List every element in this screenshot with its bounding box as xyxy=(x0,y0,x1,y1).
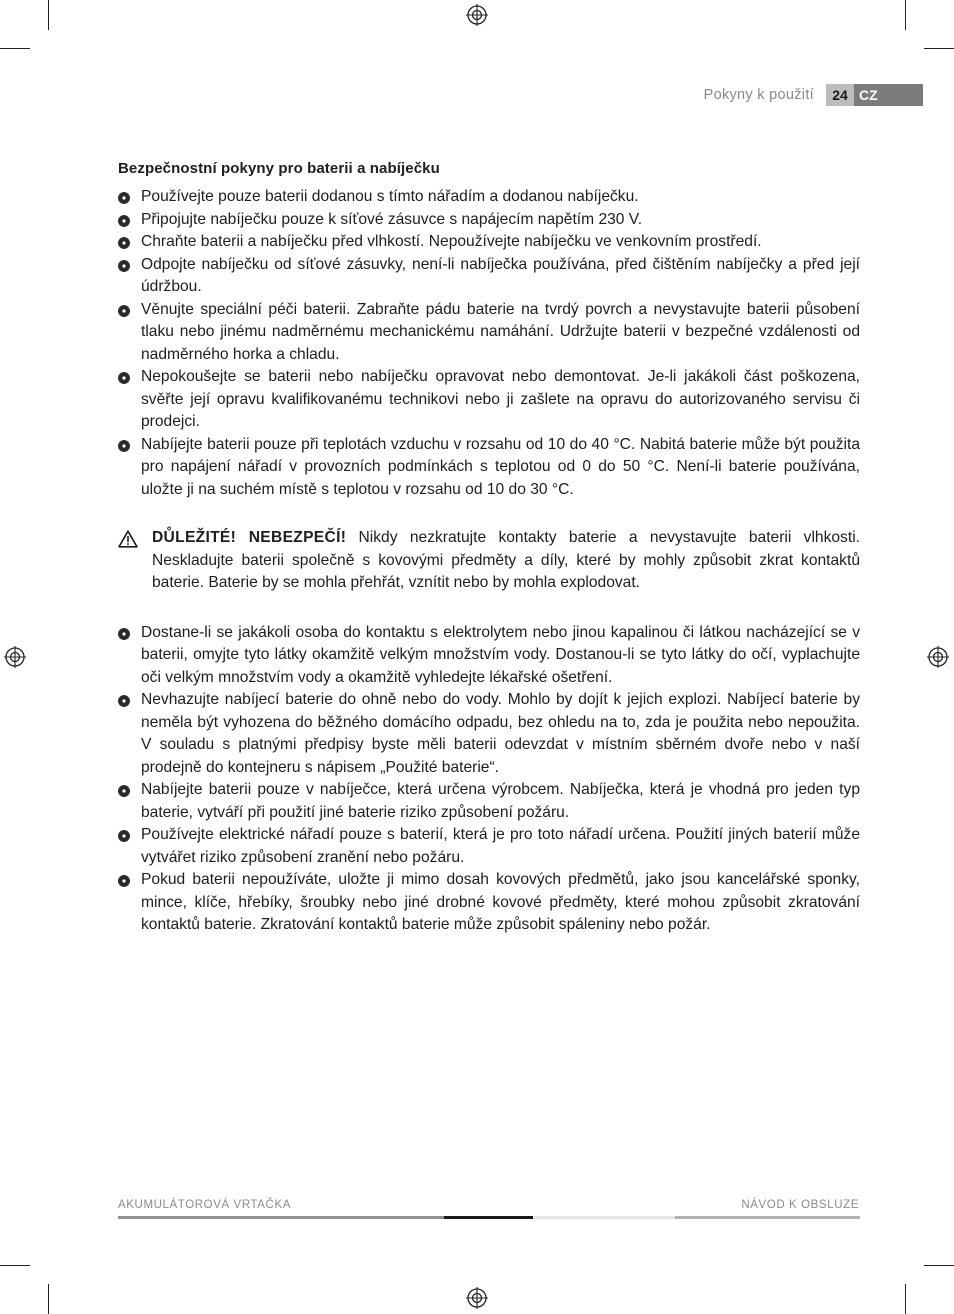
crop-mark xyxy=(905,1284,906,1314)
crop-mark xyxy=(0,1265,30,1266)
list-item xyxy=(118,209,860,232)
safety-list xyxy=(118,622,860,937)
registration-mark-icon xyxy=(927,646,949,668)
gear-bullet-icon xyxy=(118,237,130,249)
page-header xyxy=(704,84,923,106)
list-item-text: Odpojte nabíječku od síťové zásuvky, není-li nabíječka používána, před čištěním nabíječky a před její údržbou. xyxy=(141,255,860,295)
page-number: 24 xyxy=(826,84,854,106)
gear-bullet-icon xyxy=(118,695,130,707)
list-item xyxy=(118,622,860,690)
list-item xyxy=(118,689,860,779)
footer-rule xyxy=(118,1216,444,1219)
gear-bullet-icon xyxy=(118,260,130,272)
gear-bullet-icon xyxy=(118,215,130,227)
safety-list xyxy=(118,186,860,501)
crop-mark xyxy=(0,48,30,49)
list-item-text: Nabíjejte baterii pouze při teplotách vzduchu v rozsahu od 10 do 40 °C. Nabitá baterie může být použita pro napájení nářadí v provozních podmínkách s teplotou od 0 do 50 °C. Není-li baterie používána, uložte ji na suchém místě s teplotou v rozsahu od 10 do 30 °C. xyxy=(141,435,860,498)
list-item xyxy=(118,779,860,824)
registration-mark-icon xyxy=(466,4,488,26)
gear-bullet-icon xyxy=(118,830,130,842)
registration-mark-icon xyxy=(466,1287,488,1309)
footer-rule xyxy=(533,1216,675,1219)
warning-text: Nikdy nezkratujte kontakty baterie a nevystavujte baterii vlhkosti. Neskladujte baterii společně s kovovými předměty a díly, které by mohly způsobit zkrat kontaktů baterie. Baterie by se mohla přehřát, vznítit nebo by mohla explodovat. xyxy=(152,529,860,591)
gear-bullet-icon xyxy=(118,192,130,204)
list-item-text: Chraňte baterii a nabíječku před vlhkostí. Nepoužívejte nabíječku ve venkovním prostředí. xyxy=(141,233,762,250)
list-item-text: Nabíjejte baterii pouze v nabíječce, která určena výrobcem. Nabíječka, která je vhodná pro jeden typ baterie, vytváří při použití jiné baterie riziko způsobení požáru. xyxy=(141,781,860,821)
gear-bullet-icon xyxy=(118,875,130,887)
warning-label: DŮLEŽITÉ! NEBEZPEČÍ! xyxy=(152,529,347,546)
list-item xyxy=(118,824,860,869)
crop-mark xyxy=(924,1265,954,1266)
header-title: Pokyny k použití xyxy=(703,87,814,103)
warning-block xyxy=(118,527,860,595)
warning-triangle-icon xyxy=(118,530,138,548)
list-item-text: Pokud baterii nepoužíváte, uložte ji mimo dosah kovových předmětů, jako jsou kancelářské sponky, mince, klíče, hřebíky, šroubky nebo jiné drobné kovové předměty, které mohou způsobit zkratování kontaktů baterie. Zkratování kontaktů baterie může způsobit spáleniny nebo požár. xyxy=(141,871,860,933)
crop-mark xyxy=(48,1284,49,1314)
list-item-text: Připojujte nabíječku pouze k síťové zásuvce s napájecím napětím 230 V. xyxy=(141,210,643,228)
list-item xyxy=(118,366,860,434)
main-content xyxy=(118,160,860,937)
registration-mark-icon xyxy=(4,646,26,668)
footer-rule xyxy=(444,1216,533,1219)
crop-mark xyxy=(48,0,49,30)
gear-bullet-icon xyxy=(118,305,130,317)
language-badge: CZ xyxy=(854,84,923,106)
gear-bullet-icon xyxy=(118,785,130,797)
footer-product-name: AKUMULÁTOROVÁ VRTAČKA xyxy=(118,1199,291,1211)
list-item xyxy=(118,434,860,502)
list-item xyxy=(118,186,860,209)
list-item-text: Dostane-li se jakákoli osoba do kontaktu s elektrolytem nebo jinou kapalinou či látkou nacházející se v baterii, omyjte tyto látky okamžitě velkým množstvím vody. Dostanou-li se tyto látky do očí, vyplachujte oči velkým množstvím vody a okamžitě vyhledejte lékařské ošetření. xyxy=(141,623,860,686)
list-item-text: Nevhazujte nabíjecí baterie do ohně nebo do vody. Mohlo by dojít k jejich explozi. Nabíjecí baterie by neměla být vyhozena do běžného domácího odpadu, bez ohledu na to, zda je použita nebo nepoužita. V souladu s platnými předpisy byste měli baterii odevzdat v místním sběrném dvoře nebo v naší prodejně do kontejneru s nápisem „Použité baterie“. xyxy=(141,691,860,776)
crop-mark xyxy=(905,0,906,30)
footer-document-type: NÁVOD K OBSLUZE xyxy=(741,1199,859,1211)
list-item xyxy=(118,231,860,254)
list-item-text: Věnujte speciální péči baterii. Zabraňte pádu baterie na tvrdý povrch a nevystavujte baterii působení tlaku nebo jinému nadměrnému mechanickému namáhání. Udržujte baterii v bezpečné vzdálenosti od nadměrného horka a chladu. xyxy=(141,300,860,363)
gear-bullet-icon xyxy=(118,372,130,384)
gear-bullet-icon xyxy=(118,628,130,640)
list-item xyxy=(118,254,860,299)
section-heading: Bezpečnostní pokyny pro baterii a nabíječku xyxy=(118,160,440,177)
list-item xyxy=(118,299,860,367)
list-item-text: Nepokoušejte se baterii nebo nabíječku opravovat nebo demontovat. Je-li jakákoli část poškozena, svěřte její opravu kvalifikovanému technikovi nebo ji zašlete na opravu do autorizovaného servisu či prodejci. xyxy=(141,368,860,430)
crop-mark xyxy=(924,48,954,49)
list-item xyxy=(118,869,860,937)
gear-bullet-icon xyxy=(118,440,130,452)
list-item-text: Používejte pouze baterii dodanou s tímto nářadím a dodanou nabíječku. xyxy=(141,188,639,205)
footer-rule xyxy=(675,1216,860,1219)
list-item-text: Používejte elektrické nářadí pouze s baterií, která je pro toto nářadí určena. Použití jiných baterií může vytvářet riziko způsobení zranění nebo požáru. xyxy=(141,826,860,866)
